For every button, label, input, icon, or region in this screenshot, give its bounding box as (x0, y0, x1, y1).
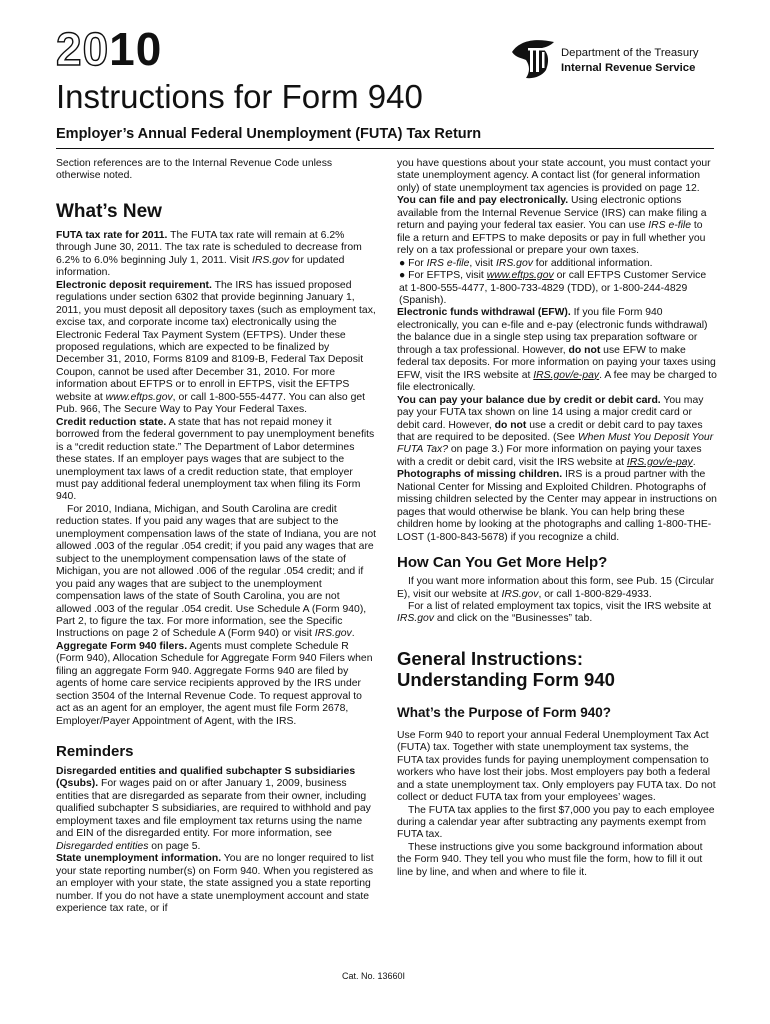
page-subtitle: Employer’s Annual Federal Unemployment (FUTA) Tax Return (56, 126, 482, 142)
form-year (56, 23, 163, 75)
futa-rate-text: The FUTA tax rate will remain at 6.2% through June 30, 2011. The tax rate is scheduled to decrease from 6.2% to 6.0% beginning July 1, 2011. Visit (56, 229, 362, 266)
irs-eagle-logo-icon (510, 38, 558, 80)
intro-text: Section references are to the Internal Revenue Code unless otherwise noted. (56, 158, 333, 182)
file-pay-electronically-lead: You can file and pay electronically. (397, 195, 569, 207)
irs-efile-link[interactable]: IRS e-file (426, 257, 470, 269)
title-divider (56, 148, 714, 149)
aggregate-filers-text: Agents must complete Schedule R (Form 940), Allocation Schedule for Aggregate Form 940 Filers when filing an aggregate Form 940. Aggregate Forms 940 are filed by agents of home care service recipients approved by the IRS under section 3504 of the Internal Revenue Code. To request approval to act as an agent for an employer, the agent must file Form 2678, Employer/Payer Appointment of Agent, with the IRS. (56, 640, 373, 727)
more-help-tail-1: , or call 1-800-829-4933. (538, 588, 652, 600)
bullet-irs-efile (397, 258, 717, 270)
credit-card-text-2: use a credit or debit card to pay taxes that are required to be deposited. (See (397, 419, 703, 443)
disregarded-entities-paragraph (56, 766, 376, 853)
eftps-link[interactable]: www.eftps.gov (486, 270, 554, 282)
futa-rate-paragraph (56, 230, 376, 280)
year-outline: 20 (56, 23, 110, 75)
irs-epay-link[interactable]: IRS.gov/e-pay (533, 369, 600, 381)
missing-children-paragraph (397, 469, 717, 544)
purpose-heading: What’s the Purpose of Form 940? (397, 704, 612, 720)
missing-children-text: IRS is a proud partner with the National Center for Missing and Exploited Children. Photographs of missing children selected by the Center may appear in instructions on pages that would otherwise be blank. You can help bring these children home by looking at the photographs and calling 1-800-THE-LOST (1-800-843-5678) if you recognize a child. (397, 469, 717, 543)
efw-text-2: use EFW to make federal tax deposits. For more information on paying your taxes using EFW, visit the IRS website at (397, 344, 716, 381)
credit-card-text: You may pay your FUTA tax shown on line 14 using a major credit card or debit card. However, (397, 394, 704, 431)
year-solid: 10 (109, 23, 163, 75)
purpose-paragraph-2: The FUTA tax applies to the first $7,000 you pay to each employee during a calendar year after subtracting any payments exempt from FUTA tax. (397, 804, 715, 841)
efw-do-not: do not (568, 344, 601, 356)
credit-card-text-3: on page 3.) For more information on paying your taxes with a credit or debit card, visit the IRS website at (397, 444, 702, 468)
aggregate-filers-lead: Aggregate Form 940 filers. (56, 640, 188, 652)
irs-gov-link[interactable]: IRS.gov (495, 257, 533, 269)
agency-irs: Internal Revenue Service (561, 62, 696, 74)
eftps-link[interactable]: www.eftps.gov (105, 391, 173, 403)
more-help-text-1: If you want more information about this form, see Pub. 15 (Circular E), visit our website at (397, 576, 715, 600)
credit-card-do-not: do not (494, 419, 527, 431)
irs-efile-link[interactable]: IRS e-file (648, 220, 692, 232)
reminders-heading: Reminders (56, 743, 134, 761)
page-title: Instructions for Form 940 (56, 78, 423, 115)
aggregate-filers-paragraph (56, 641, 376, 728)
credit-reduction-text: A state that has not repaid money it borrowed from the federal government to pay unemployment benefits is a “credit reduction state.” The Department of Labor determines these states. If an employer pays wages that are subject to the unemployment tax laws of a credit reduction state, that employer must pay additional federal unemployment tax when filing its Form 940. (56, 416, 375, 503)
general-instructions-heading-line1: General Instructions: (397, 647, 584, 669)
catalog-number: Cat. No. 13660I (342, 971, 406, 981)
credit-reduction-lead: Credit reduction state. (56, 416, 167, 428)
bullet-eftps-tail: or call EFTPS Customer Service at 1-800-555-4477, 1-800-733-4829 (TDD), or 1-800-244-4829 (Spanish). (399, 270, 707, 306)
credit-card-paragraph (397, 395, 717, 470)
bullet-eftps-pre: For EFTPS, visit (408, 270, 487, 282)
state-unemployment-lead: State unemployment information. (56, 853, 222, 865)
efw-tail: . A fee may be charged to file electronically. (397, 369, 717, 394)
disregarded-entities-tail: on page 5. (148, 840, 201, 852)
purpose-paragraph-1: Use Form 940 to report your annual Federal Unemployment Tax Act (FUTA) tax. Together with state unemployment tax systems, the FUTA tax provides funds for paying unemployment compensation to workers who have lost their jobs. Most employers pay both a federal and a state unemployment tax. Only employers pay FUTA tax. Do not collect or deduct FUTA tax from your employees’ wages. (397, 729, 716, 804)
futa-rate-tail: for updated information. (56, 254, 345, 279)
disregarded-entities-lead: Disregarded entities and qualified subchapter S subsidiaries (Qsubs). (56, 766, 356, 790)
more-help-tail-2: and click on the “Businesses” tab. (433, 613, 593, 625)
state-unemployment-paragraph (56, 853, 376, 915)
electronic-deposit-text: The IRS has issued proposed regulations under section 6302 that provide beginning January 1, 2011, you must deposit all depository taxes (such as employment tax, excise tax, and corporate income tax) electronically using the Electronic Federal Tax Payment System (EFTPS). Under these proposed regulations, which are expected to be finalized by December 31, 2010, Forms 8109 and 8109-B, Federal Tax Deposit Coupon, cannot be used after December 31, 2010. For more information about EFTPS or to enroll in EFTPS, visit the EFTPS website at (56, 279, 376, 403)
credit-reduction-states-paragraph (56, 504, 376, 641)
disregarded-entities-link[interactable]: Disregarded entities (56, 840, 149, 852)
irs-epay-link[interactable]: IRS.gov/e-pay (626, 456, 693, 468)
right-column (397, 158, 717, 879)
credit-card-tail: . (692, 456, 696, 468)
bullet-efile-tail: for additional information. (532, 257, 653, 269)
missing-children-lead: Photographs of missing children. (397, 469, 563, 481)
bullet-efile-pre: For (408, 257, 427, 269)
state-unemployment-text: You are no longer required to list your state reporting number(s) on Form 940. When you registered as an employer with your state, the state assigned you a state reporting number. If you do not have a state unemployment account and state experience tax rate, or if (56, 853, 374, 915)
deposit-reference: When Must You Deposit Your FUTA Tax? (397, 431, 714, 456)
electronic-deposit-tail: , or call 1-800-555-4477. You can also get Pub. 966, The Secure Way to Pay Your Federal Taxes. (56, 391, 366, 416)
bullet-icon: ● (399, 270, 409, 282)
efw-text: If you file Form 940 electronically, you can e-file and e-pay (electronic funds withdrawal) the balance due in a single step using tax preparation software or through a tax professional. However, (397, 307, 708, 356)
disregarded-entities-text: For wages paid on or after January 1, 2009, business entities that are disregarded as separate from their owner, including qualified subchapter S subsidiaries, are required to withhold and pay employment taxes and file employment tax returns using the name and EIN of the disregarded entity. For more information, see (56, 778, 371, 840)
electronic-deposit-paragraph (56, 280, 376, 417)
more-help-paragraph-2 (397, 601, 717, 626)
irs-gov-link[interactable]: IRS.gov (397, 613, 434, 625)
more-help-text-2: For a list of related employment tax topics, visit the IRS website at (408, 600, 712, 612)
file-pay-electronically-paragraph (397, 195, 717, 257)
credit-reduction-paragraph (56, 417, 376, 504)
efw-lead: Electronic funds withdrawal (EFW). (397, 307, 571, 319)
whats-new-heading: What’s New (56, 200, 162, 222)
credit-card-lead: You can pay your balance due by credit or debit card. (397, 394, 661, 406)
electronic-deposit-lead: Electronic deposit requirement. (56, 279, 212, 291)
file-pay-electronically-text: Using electronic options available from the Internal Revenue Service (IRS) can make filing a return and paying your federal tax easier. You can use (397, 195, 707, 232)
general-instructions-heading-line2: Understanding Form 940 (397, 668, 615, 690)
agency-block (561, 46, 699, 76)
bullet-icon: ● (399, 257, 409, 269)
credit-reduction-states-tail: . (351, 628, 355, 640)
purpose-paragraph-3: These instructions give you some background information about the Form 940. They tell you who must file the form, how to fill it out line by line, and when and where to file it. (397, 841, 703, 878)
more-help-heading: How Can You Get More Help? (397, 554, 608, 572)
irs-gov-link[interactable]: IRS.gov (252, 254, 289, 266)
bullet-eftps (397, 270, 717, 307)
futa-rate-lead: FUTA tax rate for 2011. (56, 229, 168, 241)
irs-gov-link[interactable]: IRS.gov (501, 588, 539, 600)
efw-paragraph (397, 307, 717, 394)
left-column (56, 158, 376, 915)
file-pay-electronically-tail: to file a return and EFTPS to make deposits or pay in full whether you rely on a tax professional or prepare your own taxes. (397, 220, 706, 257)
irs-gov-link[interactable]: IRS.gov (314, 628, 352, 640)
more-help-paragraph-1 (397, 576, 717, 601)
bullet-efile-mid: , visit (469, 257, 496, 269)
agency-department: Department of the Treasury (561, 47, 699, 59)
credit-reduction-states-text: For 2010, Indiana, Michigan, and South Carolina are credit reduction states. If you paid any wages that are subject to the unemployment compensation laws of the state of Indiana, you are not allowed .003 of the regular .054 credit; if you paid any wages that are subject to the unemployment compensation laws of the state of Michigan, you are not allowed .006 of the regular .054 credit; and if you paid any wages that are subject to the unemployment compensation laws of the state of South Carolina, you are not allowed .003 of the regular .054 credit. Use Schedule A (Form 940), Part 2, to figure the tax. For more information, see the Specific Instructions on page 2 of Schedule A (Form 940) or visit (56, 503, 376, 640)
state-account-continuation: you have questions about your state account, you must contact your state unemployment agency. A contact list (for general information only) of state unemployment tax agencies is provided on page 12. (397, 158, 711, 194)
